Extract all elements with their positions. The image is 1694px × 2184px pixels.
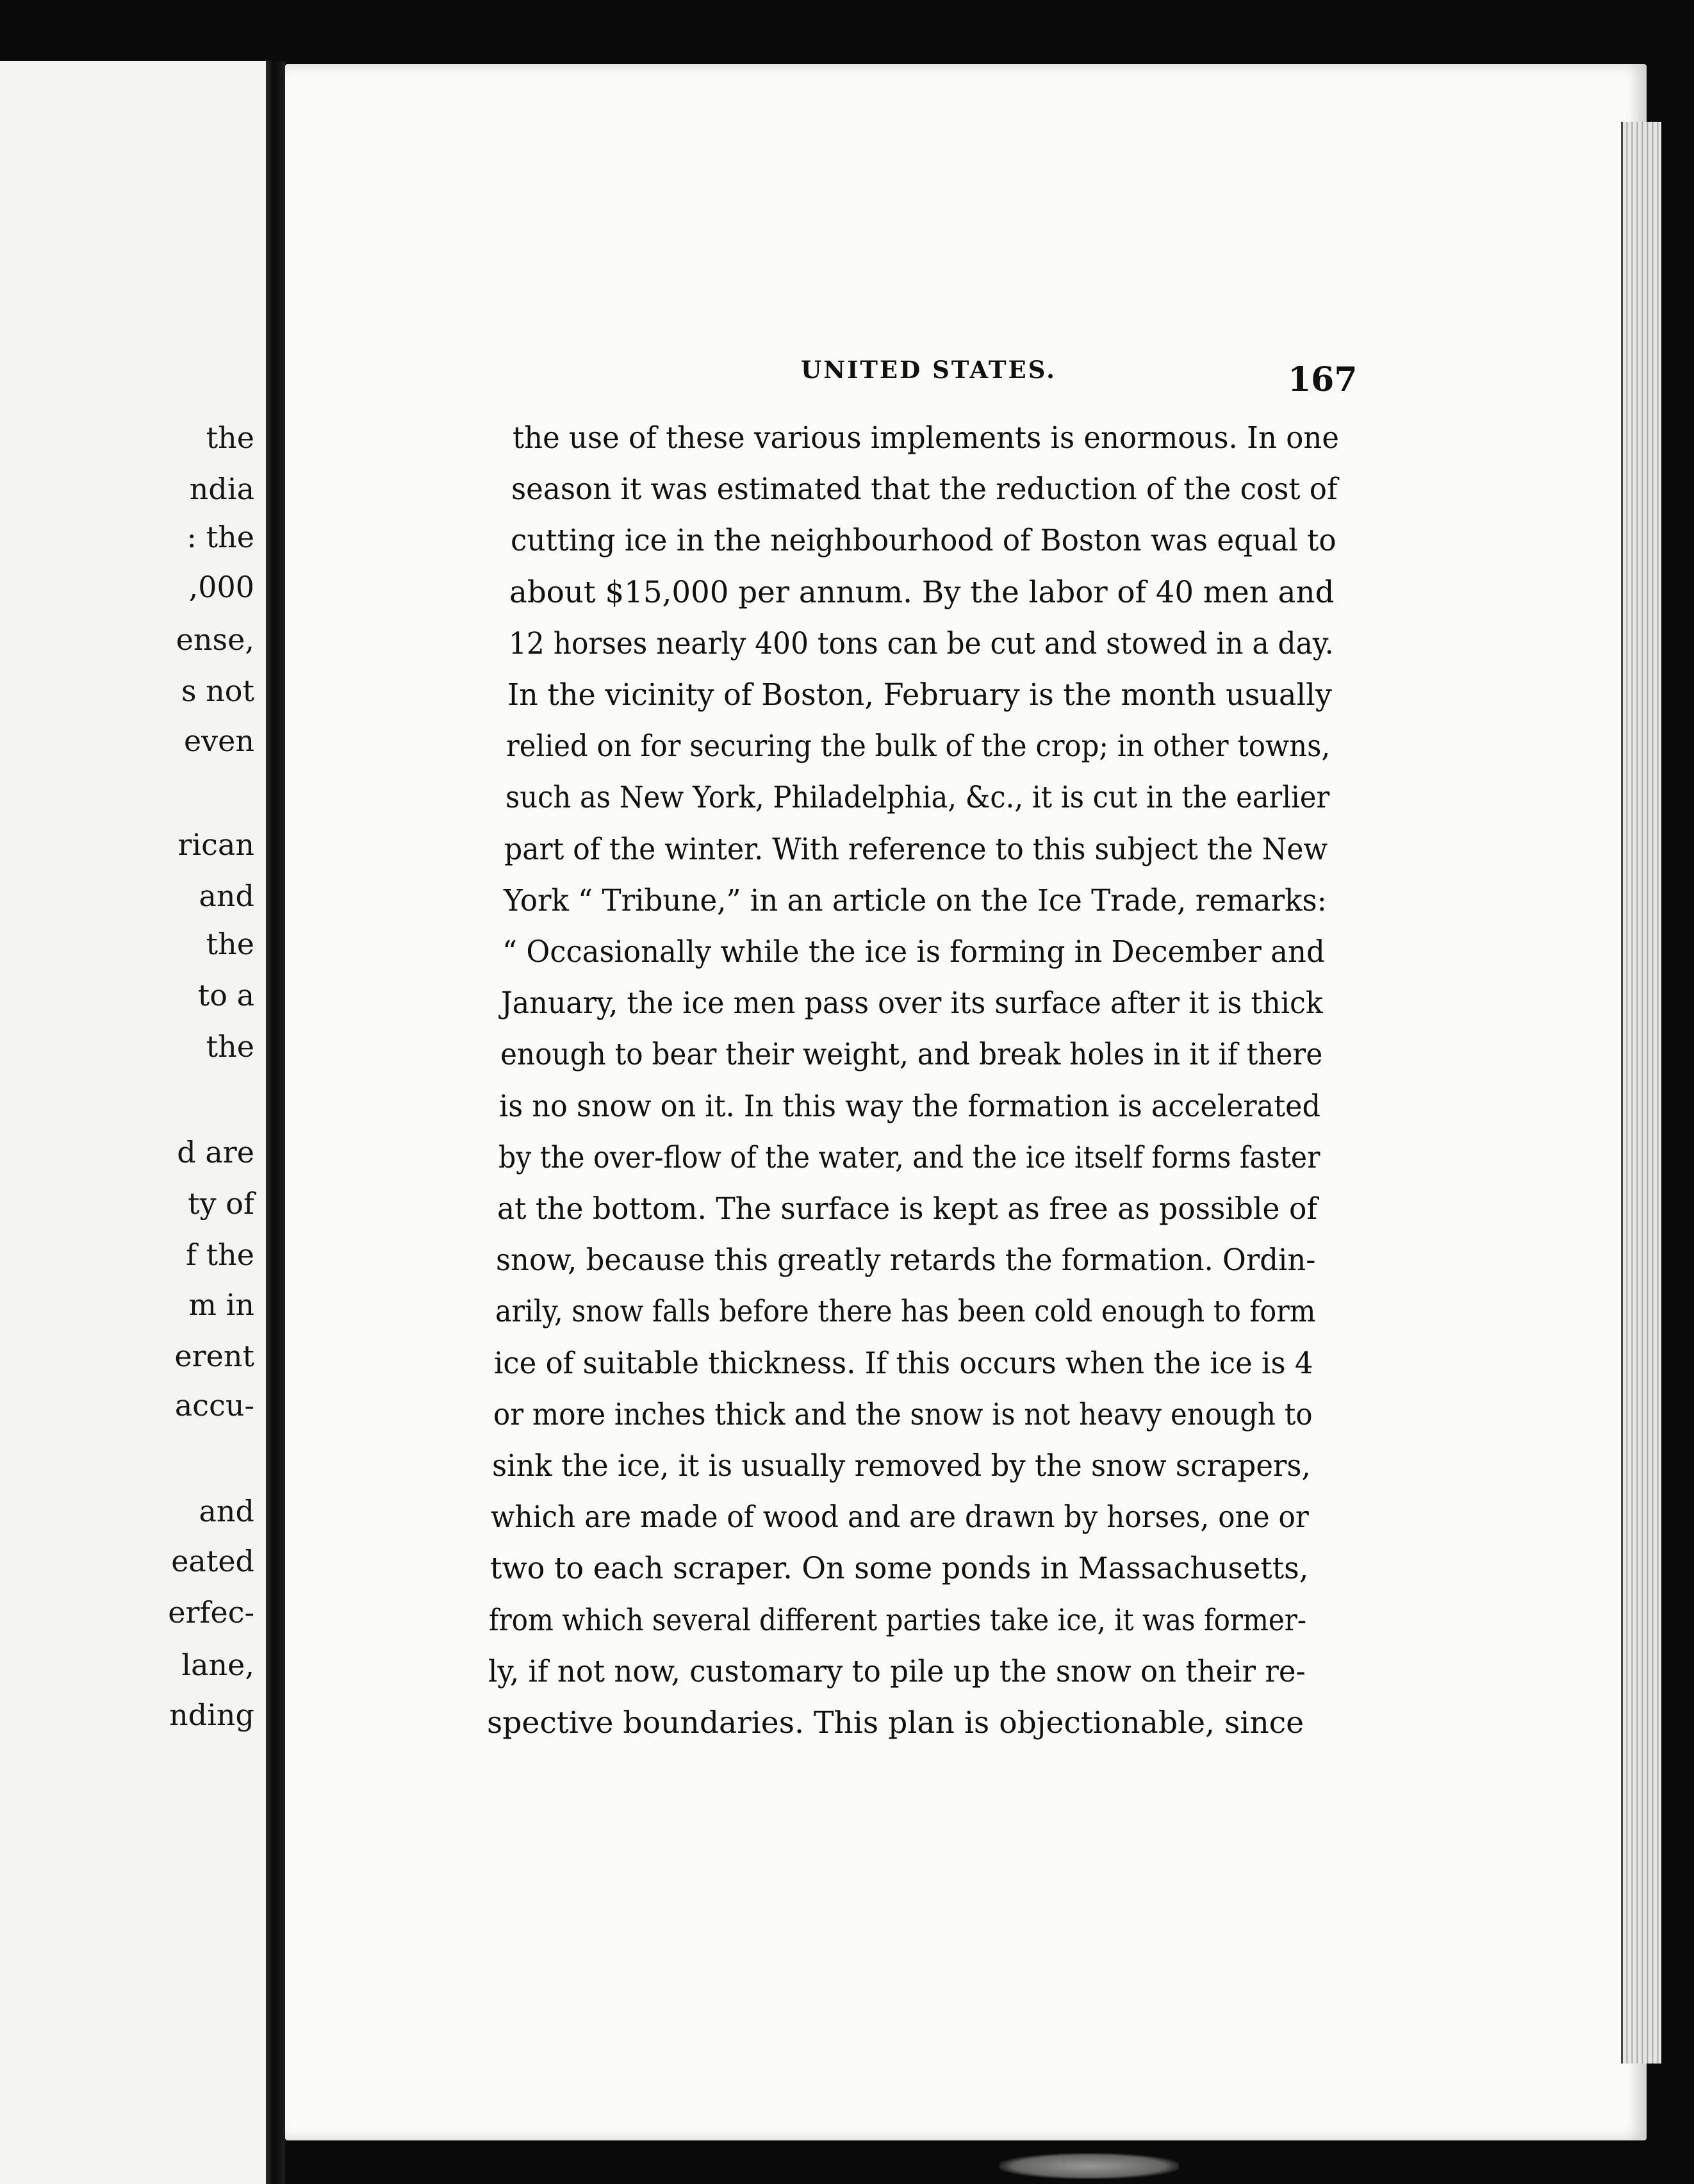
body-text-line: January, the ice men pass over its surface after it is thick bbox=[501, 986, 1323, 1021]
left-page-line-fragment: ndia bbox=[189, 472, 254, 506]
body-text-line: spective boundaries. This plan is objectionable, since bbox=[487, 1705, 1304, 1741]
body-text-line: by the over-flow of the water, and the ice itself forms faster bbox=[498, 1140, 1320, 1175]
body-text-line: or more inches thick and the snow is not heavy enough to bbox=[493, 1397, 1313, 1432]
body-text-line: which are made of wood and are drawn by horses, one or bbox=[491, 1500, 1309, 1535]
body-text-line: sink the ice, it is usually removed by the snow scrapers, bbox=[492, 1448, 1311, 1484]
left-page-line-fragment: eated bbox=[171, 1544, 254, 1578]
left-page-line-fragment: ense, bbox=[176, 622, 254, 657]
body-text-line: relied on for securing the bulk of the crop; in other towns, bbox=[506, 729, 1331, 764]
body-text-line: two to each scraper. On some ponds in Massachusetts, bbox=[490, 1551, 1309, 1586]
body-text-line: part of the winter. With reference to this subject the New bbox=[504, 832, 1328, 867]
body-text-line: cutting ice in the neighbourhood of Boston was equal to bbox=[511, 523, 1336, 558]
left-page-line-fragment: the bbox=[206, 927, 254, 961]
body-text-line: at the bottom. The surface is kept as free as possible of bbox=[497, 1191, 1318, 1227]
left-page-line-fragment: and bbox=[199, 879, 254, 913]
body-text-line: “ Occasionally while the ice is forming in December and bbox=[502, 934, 1325, 970]
left-page-line-fragment: s not bbox=[181, 674, 254, 708]
left-page-line-fragment: to a bbox=[197, 978, 254, 1013]
body-text-line: about $15,000 per annum. By the labor of 40 men and bbox=[509, 575, 1335, 610]
scan-artifact bbox=[999, 2153, 1179, 2179]
body-text-line: such as New York, Philadelphia, &c., it is cut in the earlier bbox=[506, 780, 1330, 815]
left-page-line-fragment: : the bbox=[186, 520, 254, 554]
running-header: UNITED STATES. bbox=[801, 356, 1057, 384]
body-text-line: from which several different parties take ice, it was former- bbox=[489, 1603, 1307, 1638]
left-page-line-fragment: ty of bbox=[188, 1186, 254, 1221]
body-text-line: 12 horses nearly 400 tons can be cut and stowed in a day. bbox=[509, 626, 1334, 661]
left-page-line-fragment: lane, bbox=[181, 1648, 254, 1682]
left-page-line-fragment: rican bbox=[177, 827, 254, 862]
left-page-line-fragment: m in bbox=[188, 1287, 254, 1322]
left-page-line-fragment: f the bbox=[186, 1237, 254, 1272]
left-page-line-fragment: ,000 bbox=[188, 570, 254, 604]
left-page-line-fragment: erfec- bbox=[168, 1595, 254, 1630]
body-text-line: ice of suitable thickness. If this occurs when the ice is 4 bbox=[494, 1346, 1313, 1381]
body-text-line: In the vicinity of Boston, February is the month usually bbox=[507, 677, 1332, 713]
body-text-line: the use of these various implements is enormous. In one bbox=[513, 420, 1340, 456]
left-page-line-fragment: nding bbox=[169, 1698, 254, 1732]
left-page-line-fragment: and bbox=[199, 1494, 254, 1528]
left-page-line-fragment: the bbox=[206, 1029, 254, 1064]
body-text-line: enough to bear their weight, and break holes in it if there bbox=[500, 1037, 1323, 1072]
body-text-line: season it was estimated that the reduction of the cost of bbox=[511, 472, 1338, 507]
body-text-line: arily, snow falls before there has been cold enough to form bbox=[495, 1294, 1316, 1329]
body-text-line: ly, if not now, customary to pile up the snow on their re- bbox=[488, 1654, 1306, 1689]
left-page-line-fragment: d are bbox=[177, 1135, 254, 1170]
page-number: 167 bbox=[1288, 360, 1358, 399]
left-page-line-fragment: even bbox=[183, 724, 254, 758]
body-text-line: York “ Tribune,” in an article on the Ice Trade, remarks: bbox=[504, 883, 1327, 918]
left-page-line-fragment: the bbox=[206, 420, 254, 455]
left-page-line-fragment: accu- bbox=[174, 1388, 254, 1423]
left-page-line-fragment: erent bbox=[174, 1339, 254, 1373]
body-text-line: is no snow on it. In this way the formation is accelerated bbox=[499, 1089, 1320, 1124]
body-text-line: snow, because this greatly retards the formation. Ordin- bbox=[496, 1243, 1316, 1278]
